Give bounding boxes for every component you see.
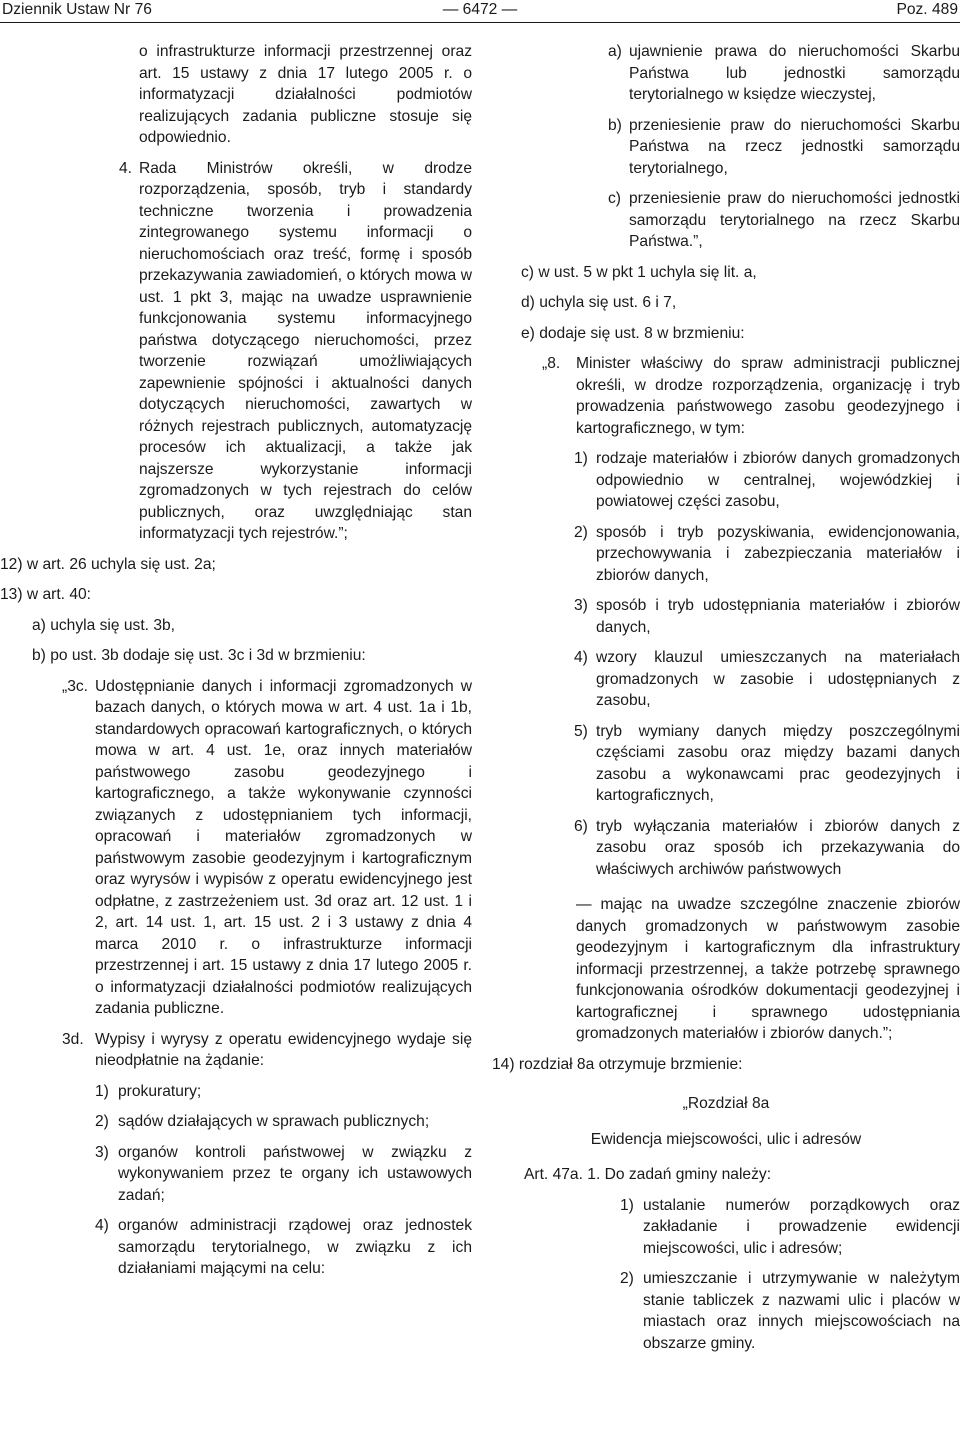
list-8-text: tryb wymiany danych między poszczególnymi częściami zasobu oraz między bazami danych zasobu a wykonawcami prac geodezyjnych i kartograficznych, [596, 722, 960, 804]
paragraph-8-text: Minister właściwy do spraw administracji publicznej określi, w drodze rozporządzenia, organizację i tryb prowadzenia państwowego zasobu geodezyjnego i kartograficznego, w tym: [576, 355, 960, 437]
journal-name: Dziennik Ustaw Nr 76 [2, 1, 152, 18]
list-3d-text: sądów działających w sprawach publicznych; [118, 1113, 430, 1130]
list-8-item-1 [492, 448, 960, 513]
list-8-item-4 [492, 647, 960, 712]
list-8-number: 3) [574, 597, 588, 614]
list-8-number: 5) [574, 722, 588, 740]
list-47a-text: ustalanie numerów porządkowych oraz zakładanie i prowadzenie ewidencji miejscowości, ulic i adresów; [643, 1196, 960, 1257]
item-e: e) dodaje się ust. 8 w brzmieniu: [521, 324, 745, 342]
subitem-letter: c) [608, 190, 621, 207]
paragraph-3d-text: Wypisy i wyrysy z operatu ewidencyjnego wydaje się nieodpłatnie na żądanie: [95, 1030, 472, 1069]
paragraph-4 [0, 158, 472, 545]
list-47a-number: 2) [620, 1270, 634, 1287]
list-8-number: 1) [574, 450, 588, 467]
item-13-b: b) po ust. 3b dodaje się ust. 3c i 3d w brzmieniu: [32, 647, 366, 664]
item-14: 14) rozdział 8a otrzymuje brzmienie: [492, 1055, 743, 1073]
item-d: d) uchyla się ust. 6 i 7, [521, 294, 677, 311]
position-number: Poz. 489 [896, 1, 958, 18]
left-column [0, 41, 472, 1289]
right-column [492, 41, 960, 1363]
list-47a-text: umieszczanie i utrzymywanie w należytym stanie tabliczek z nazwami ulic i placów w miastach oraz innych miejscowościach na obszarze gminy. [643, 1270, 960, 1352]
paragraph-4-number: 4. [119, 159, 133, 177]
item-13: 13) w art. 40: [0, 586, 92, 603]
paragraph-8 [492, 353, 960, 439]
list-3d-item-2 [0, 1111, 472, 1133]
list-8-number: 4) [574, 649, 588, 666]
paragraph-3d [0, 1029, 472, 1072]
list-8-text: sposób i tryb pozyskiwania, ewidencjonowania, przechowywania i zabezpieczania materiałów i zbiorów danych, [596, 523, 960, 584]
subitem-letter: b) [608, 116, 622, 134]
list-3d-text: prokuratury; [118, 1082, 202, 1100]
list-3d-number: 3) [95, 1143, 109, 1161]
item-12: 12) w art. 26 uchyla się ust. 2a; [0, 555, 216, 573]
subitem-text: ujawnienie prawa do nieruchomości Skarbu Państwa lub jednostki samorządu terytorialnego w księdze wieczystej, [629, 43, 960, 103]
paragraph-4-text: Rada Ministrów określi, w drodze rozporządzenia, sposób, tryb i standardy techniczne tworzenia i prowadzenia zintegrowanego systemu informacji o nieruchomościach oraz treść, formę i sposób przekazywania zawiadomień, o których mowa w ust. 1 pkt 3, mając na uwadze usprawnienie funkcjonowania systemu informacyjnego państwa dotyczącego nieruchomości, przez tworzenie rozwiązań umożliwiających zapewnienie spójności i aktualności danych dotyczących nieruchomości, zawartych w różnych rejestrach publicznych, automatyzację procesów ich aktualizacji, a także jak najszersze wykorzystanie informacji zgromadzonych w tych rejestrach do celów publicznych, oraz uwzględniając stan informatyzacji tych rejestrów.”; [139, 159, 472, 542]
article-47a-lead: Art. 47a. 1. Do zadań gminy należy: [524, 1166, 772, 1183]
page-number: — 6472 — [442, 1, 518, 18]
subitem-letter: a) [608, 43, 622, 60]
list-47a-item-1 [492, 1195, 960, 1260]
list-8-item-6 [492, 816, 960, 881]
header-rule [0, 22, 960, 23]
closing-dash-paragraph: — mając na uwadze szczególne znaczenie zbiorów danych gromadzonych w państwowym zasobie geodezyjnym i kartograficznym dla infrastruktury informacji przestrzennej, a także potrzebę sprawnego funkcjonowania ośrodków dokumentacji geodezyjnej i kartograficznej i sprawnego udostępniania gromadzonych materiałów i zbiorów danych.”; [576, 896, 960, 1042]
paragraph-3c-text: Udostępnianie danych i informacji zgromadzonych w bazach danych, o których mowa w art. 4 ust. 1a i 1b, standardowych opracowań kartograficznych, o których mowa w art. 4 ust. 1e, oraz innych materiałów państwowego zasobu geodezyjnego i kartograficznego, a także wykonywanie czynności związanych z udostępnianiem tych informacji, opracowań i materiałów zgromadzonych w państwowym zasobie geodezyjnym i kartograficznym oraz wyrysów i wypisów z operatu ewidencyjnego jest odpłatne, z zastrzeżeniem ust. 3d oraz art. 12 ust. 1 i 2, art. 14 ust. 1, art. 15 ust. 2 i 3 ustawy z dnia 4 marca 2010 r. o infrastrukturze informacji przestrzennej i art. 15 ustawy z dnia 17 lutego 2005 r. o informatyzacji działalności podmiotów realizujących zadania publiczne. [95, 677, 472, 1017]
list-3d-number: 1) [95, 1082, 109, 1100]
chapter-title: Ewidencja miejscowości, ulic i adresów [590, 1130, 862, 1148]
list-3d-number: 4) [95, 1217, 109, 1234]
subitem-a [492, 41, 960, 106]
list-8-item-3 [492, 595, 960, 638]
list-3d-item-1 [0, 1081, 472, 1103]
intro-paragraph: o infrastrukturze informacji przestrzennej oraz art. 15 ustawy z dnia 17 lutego 2005 r. o informatyzacji działalności podmiotów realizujących zadania publiczne stosuje się odpowiednio. [139, 43, 472, 146]
list-3d-item-3 [0, 1142, 472, 1207]
list-8-item-2 [492, 522, 960, 587]
subitem-text: przeniesienie praw do nieruchomości jednostki samorządu terytorialnego na rzecz Skarbu Państwa.”, [629, 190, 960, 250]
page-header [0, 0, 960, 24]
list-8-text: wzory klauzul umieszczanych na materiałach gromadzonych w zasobie i udostępnianych z zasobu, [596, 649, 960, 709]
list-47a-number: 1) [620, 1196, 634, 1214]
list-3d-item-4 [0, 1215, 472, 1280]
list-8-number: 6) [574, 817, 588, 835]
paragraph-3d-number: 3d. [62, 1030, 84, 1048]
list-8-text: tryb wyłączania materiałów i zbiorów danych z zasobu oraz sposób ich przekazywania do właściwych archiwów państwowych [596, 817, 960, 878]
list-3d-text: organów administracji rządowej oraz jednostek samorządu terytorialnego, w związku z ich działaniami mającymi na celu: [118, 1217, 472, 1277]
list-47a-item-2 [492, 1268, 960, 1354]
paragraph-3c-number: „3c. [62, 677, 88, 695]
list-8-text: rodzaje materiałów i zbiorów danych gromadzonych odpowiednio w centralnej, wojewódzkiej i powiatowej części zasobu, [596, 450, 960, 510]
subitem-text: przeniesienie praw do nieruchomości Skarbu Państwa na rzecz jednostki samorządu terytorialnego, [629, 116, 960, 177]
list-8-number: 2) [574, 523, 588, 541]
chapter-heading: „Rozdział 8a [682, 1095, 770, 1112]
list-8-item-5 [492, 721, 960, 807]
subitem-b [492, 115, 960, 180]
list-3d-number: 2) [95, 1113, 109, 1130]
paragraph-3c [0, 676, 472, 1020]
paragraph-8-number: „8. [542, 355, 561, 372]
list-8-text: sposób i tryb udostępniania materiałów i zbiorów danych, [596, 597, 960, 636]
item-13-a: a) uchyla się ust. 3b, [32, 616, 176, 634]
item-c: c) w ust. 5 w pkt 1 uchyla się lit. a, [521, 263, 757, 281]
list-3d-text: organów kontroli państwowej w związku z wykonywaniem przez te organy ich ustawowych zadań; [118, 1143, 472, 1204]
subitem-c [492, 188, 960, 253]
